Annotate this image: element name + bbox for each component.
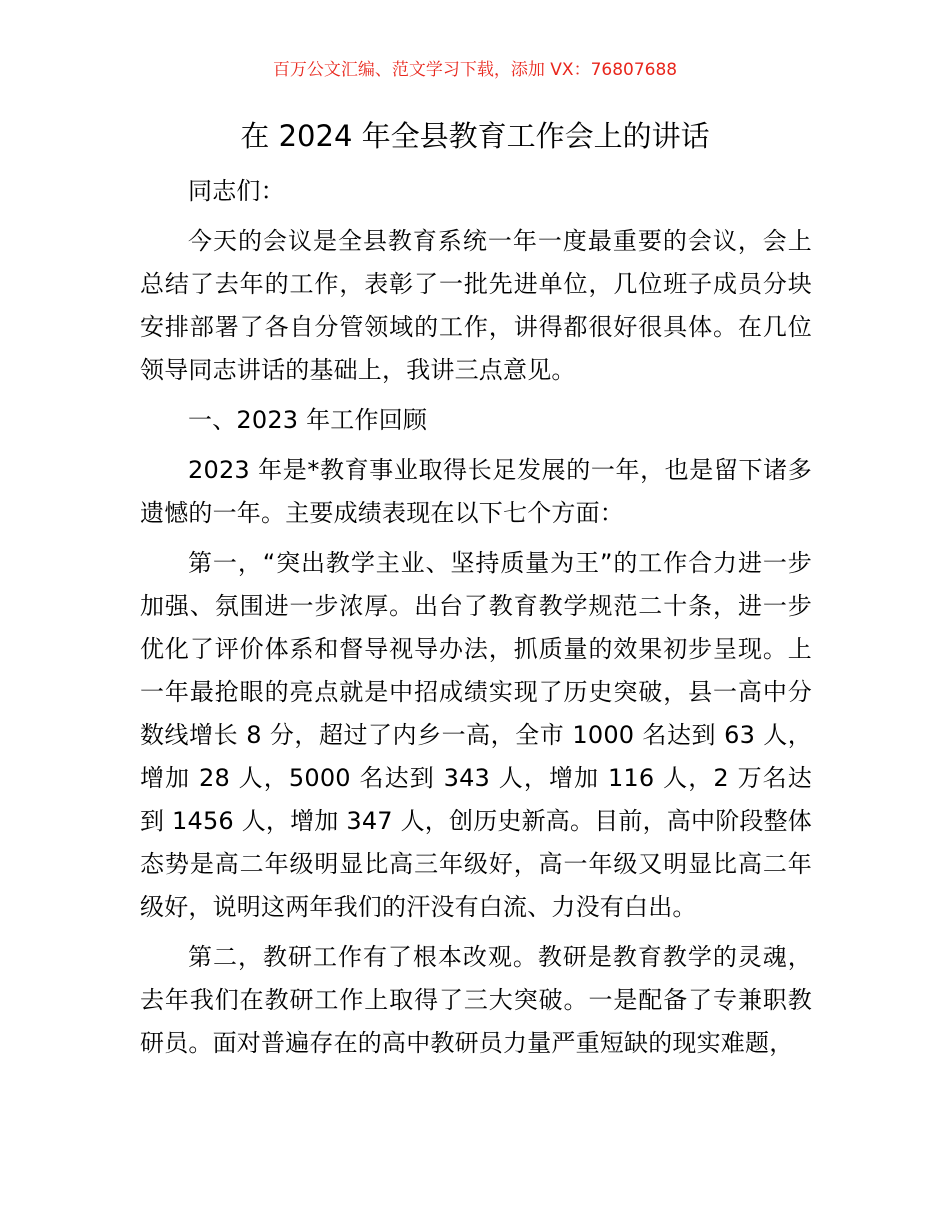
paragraph-first-point: 第一，“突出教学主业、坚持质量为王”的工作合力进一步加强、氛围进一步浓厚。出台了教育教学规范二十条，进一步优化了评价体系和督导视导办法，抓质量的效果初步呈现。上一年最抢眼的亮点就是中招成绩实现了历史突破，县一高中分数线增长 8 分，超过了内乡一高，全市 1000 名达到 63 人，增加 28 人，5000 名达到 343 人，增加 116 人，2 万名达到 1456 人，增加 347 人，创历史新高。目前，高中阶段整体态势是高二年级明显比高三年级好，高一年级又明显比高二年级好，说明这两年我们的汗没有白流、力没有白出。	[140, 549, 813, 921]
greeting: 同志们：	[188, 177, 285, 205]
document-body	[140, 170, 812, 1072]
section-heading: 一、2023 年工作回顾	[188, 406, 428, 434]
paragraph-second-point: 第二，教研工作有了根本改观。教研是教育教学的灵魂，去年我们在教研工作上取得了三大突破。一是配备了专兼职教研员。面对普遍存在的高中教研员力量严重短缺的现实难题，	[140, 943, 812, 1057]
paragraph-intro: 今天的会议是全县教育系统一年一度最重要的会议，会上总结了去年的工作，表彰了一批先进单位，几位班子成员分块安排部署了各自分管领域的工作，讲得都很好很具体。在几位领导同志讲话的基础上，我讲三点意见。	[140, 227, 812, 384]
document-title: 在 2024 年全县教育工作会上的讲话	[240, 119, 710, 153]
paragraph-summary: 2023 年是*教育事业取得长足发展的一年，也是留下诸多遗憾的一年。主要成绩表现在以下七个方面：	[140, 456, 812, 527]
watermark-banner: 百万公文汇编、范文学习下载，添加 VX：76807688	[272, 60, 678, 80]
